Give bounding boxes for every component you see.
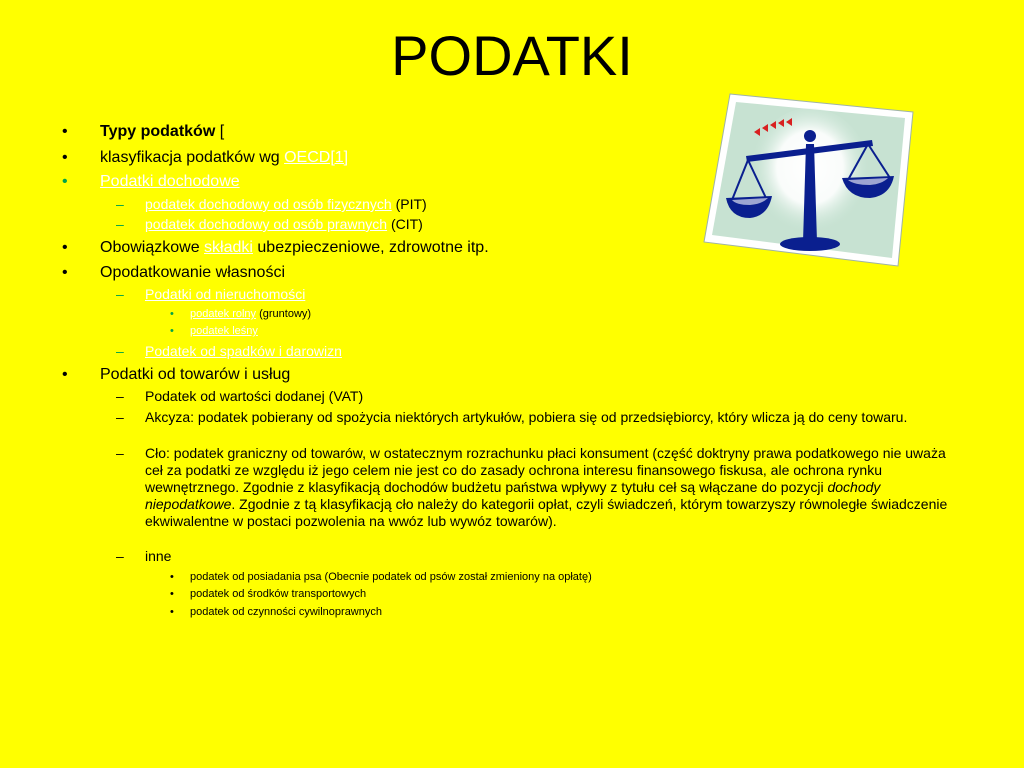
bullet-marker: • (62, 239, 68, 256)
link-podatek-lesny[interactable]: podatek leśny (190, 325, 258, 337)
bullet-opodatkowanie-wlasnosci: Opodatkowanie własności (100, 264, 285, 281)
bullet-text: Obowiązkowe (100, 239, 205, 256)
bullet-bold-text: Typy podatków (100, 123, 216, 140)
subbullet-nieruchomosci (145, 286, 305, 303)
subbullet-text: (PIT) (391, 196, 427, 212)
subsubbullet-lesny (190, 324, 258, 338)
bullet-marker: • (62, 173, 68, 190)
bullet-obowiazkowe (100, 238, 489, 257)
bullet-marker: • (170, 308, 174, 320)
dash-marker: – (116, 388, 124, 404)
dash-marker: – (116, 216, 124, 232)
bullet-text: [ (215, 123, 225, 140)
subsubbullet-cywilnoprawne: podatek od czynności cywilnoprawnych (190, 606, 382, 618)
link-podatek-rolny[interactable]: podatek rolny (190, 308, 257, 320)
dash-marker: – (116, 343, 124, 359)
subbullet-spadki (145, 343, 342, 360)
dash-marker: – (116, 445, 124, 461)
dash-marker: – (116, 196, 124, 212)
link-cit[interactable]: podatek dochodowy od osób prawnych (145, 216, 388, 232)
subbullet-text: (CIT) (387, 216, 423, 232)
subbullet-text: Cło: podatek graniczny od towarów, w ostatecznym rozrachunku płaci konsument (część doktryny prawa podatkowego nie uważa ceł za podatki ze względu iż jego celem nie jest co do zasady ochrona interesu finansowego fiskusa, ale ochrona rynku wewnętrznego. Zgodnie z klasyfikacją dochodów budżetu państwa wpływy z tytułu ceł są włączane do pozycji (145, 445, 946, 495)
dash-marker: – (116, 548, 124, 564)
subsubbullet-transport: podatek od środków transportowych (190, 588, 367, 600)
link-skladki[interactable]: składki (204, 239, 253, 256)
scales-of-justice-icon (702, 92, 914, 268)
subsubbullet-rolny (190, 307, 311, 321)
slide-title: PODATKI (391, 24, 633, 87)
bullet-marker: • (170, 571, 174, 583)
link-oecd[interactable]: OECD[1] (284, 149, 349, 166)
bullet-marker: • (170, 325, 174, 337)
subsubbullet-pies: podatek od posiadania psa (Obecnie podatek od psów został zmieniony na opłatę) (190, 571, 592, 583)
bullet-marker: • (170, 606, 174, 618)
bullet-marker: • (170, 588, 174, 600)
link-podatki-dochodowe[interactable]: Podatki dochodowe (100, 173, 240, 190)
link-podatki-od-nieruchomosci[interactable]: Podatki od nieruchomości (145, 286, 306, 302)
subbullet-text: . Zgodnie z tą klasyfikacją cło należy do kategorii opłat, czyli świadczeń, którym towarzyszy równoległe świadczenie ekwiwalentne w postaci pozwolenia na wwóz lub wywóz towarów). (145, 496, 948, 529)
subsubbullet-text: (gruntowy) (256, 308, 312, 320)
bullet-marker: • (62, 264, 68, 281)
bullet-klasyfikacja (100, 148, 348, 167)
bullet-podatki-dochodowe (100, 172, 240, 191)
subbullet-pit (145, 196, 427, 213)
bullet-text: ubezpieczeniowe, zdrowotne itp. (252, 239, 489, 256)
subbullet-clo (145, 445, 957, 530)
subbullet-italic-text: dochody niepodatkowe (145, 479, 881, 512)
subbullet-inne: inne (145, 548, 172, 564)
dash-marker: – (116, 286, 124, 302)
subbullet-vat: Podatek od wartości dodanej (VAT) (145, 388, 364, 404)
bullet-text: klasyfikacja podatków wg (100, 149, 285, 166)
bullet-typy-podatkow (100, 122, 224, 141)
bullet-podatki-od-towarow: Podatki od towarów i usług (100, 366, 291, 383)
link-pit[interactable]: podatek dochodowy od osób fizycznych (145, 196, 392, 212)
subbullet-akcyza: Akcyza: podatek pobierany od spożycia niektórych artykułów, pobiera się od przedsiębiorcy, który wlicza ją do ceny towaru. (145, 409, 908, 425)
dash-marker: – (116, 409, 124, 425)
link-podatek-od-spadkow[interactable]: Podatek od spadków i darowizn (145, 343, 342, 359)
subbullet-cit (145, 216, 423, 233)
bullet-marker: • (62, 123, 68, 140)
bullet-marker: • (62, 366, 68, 383)
bullet-marker: • (62, 149, 68, 166)
